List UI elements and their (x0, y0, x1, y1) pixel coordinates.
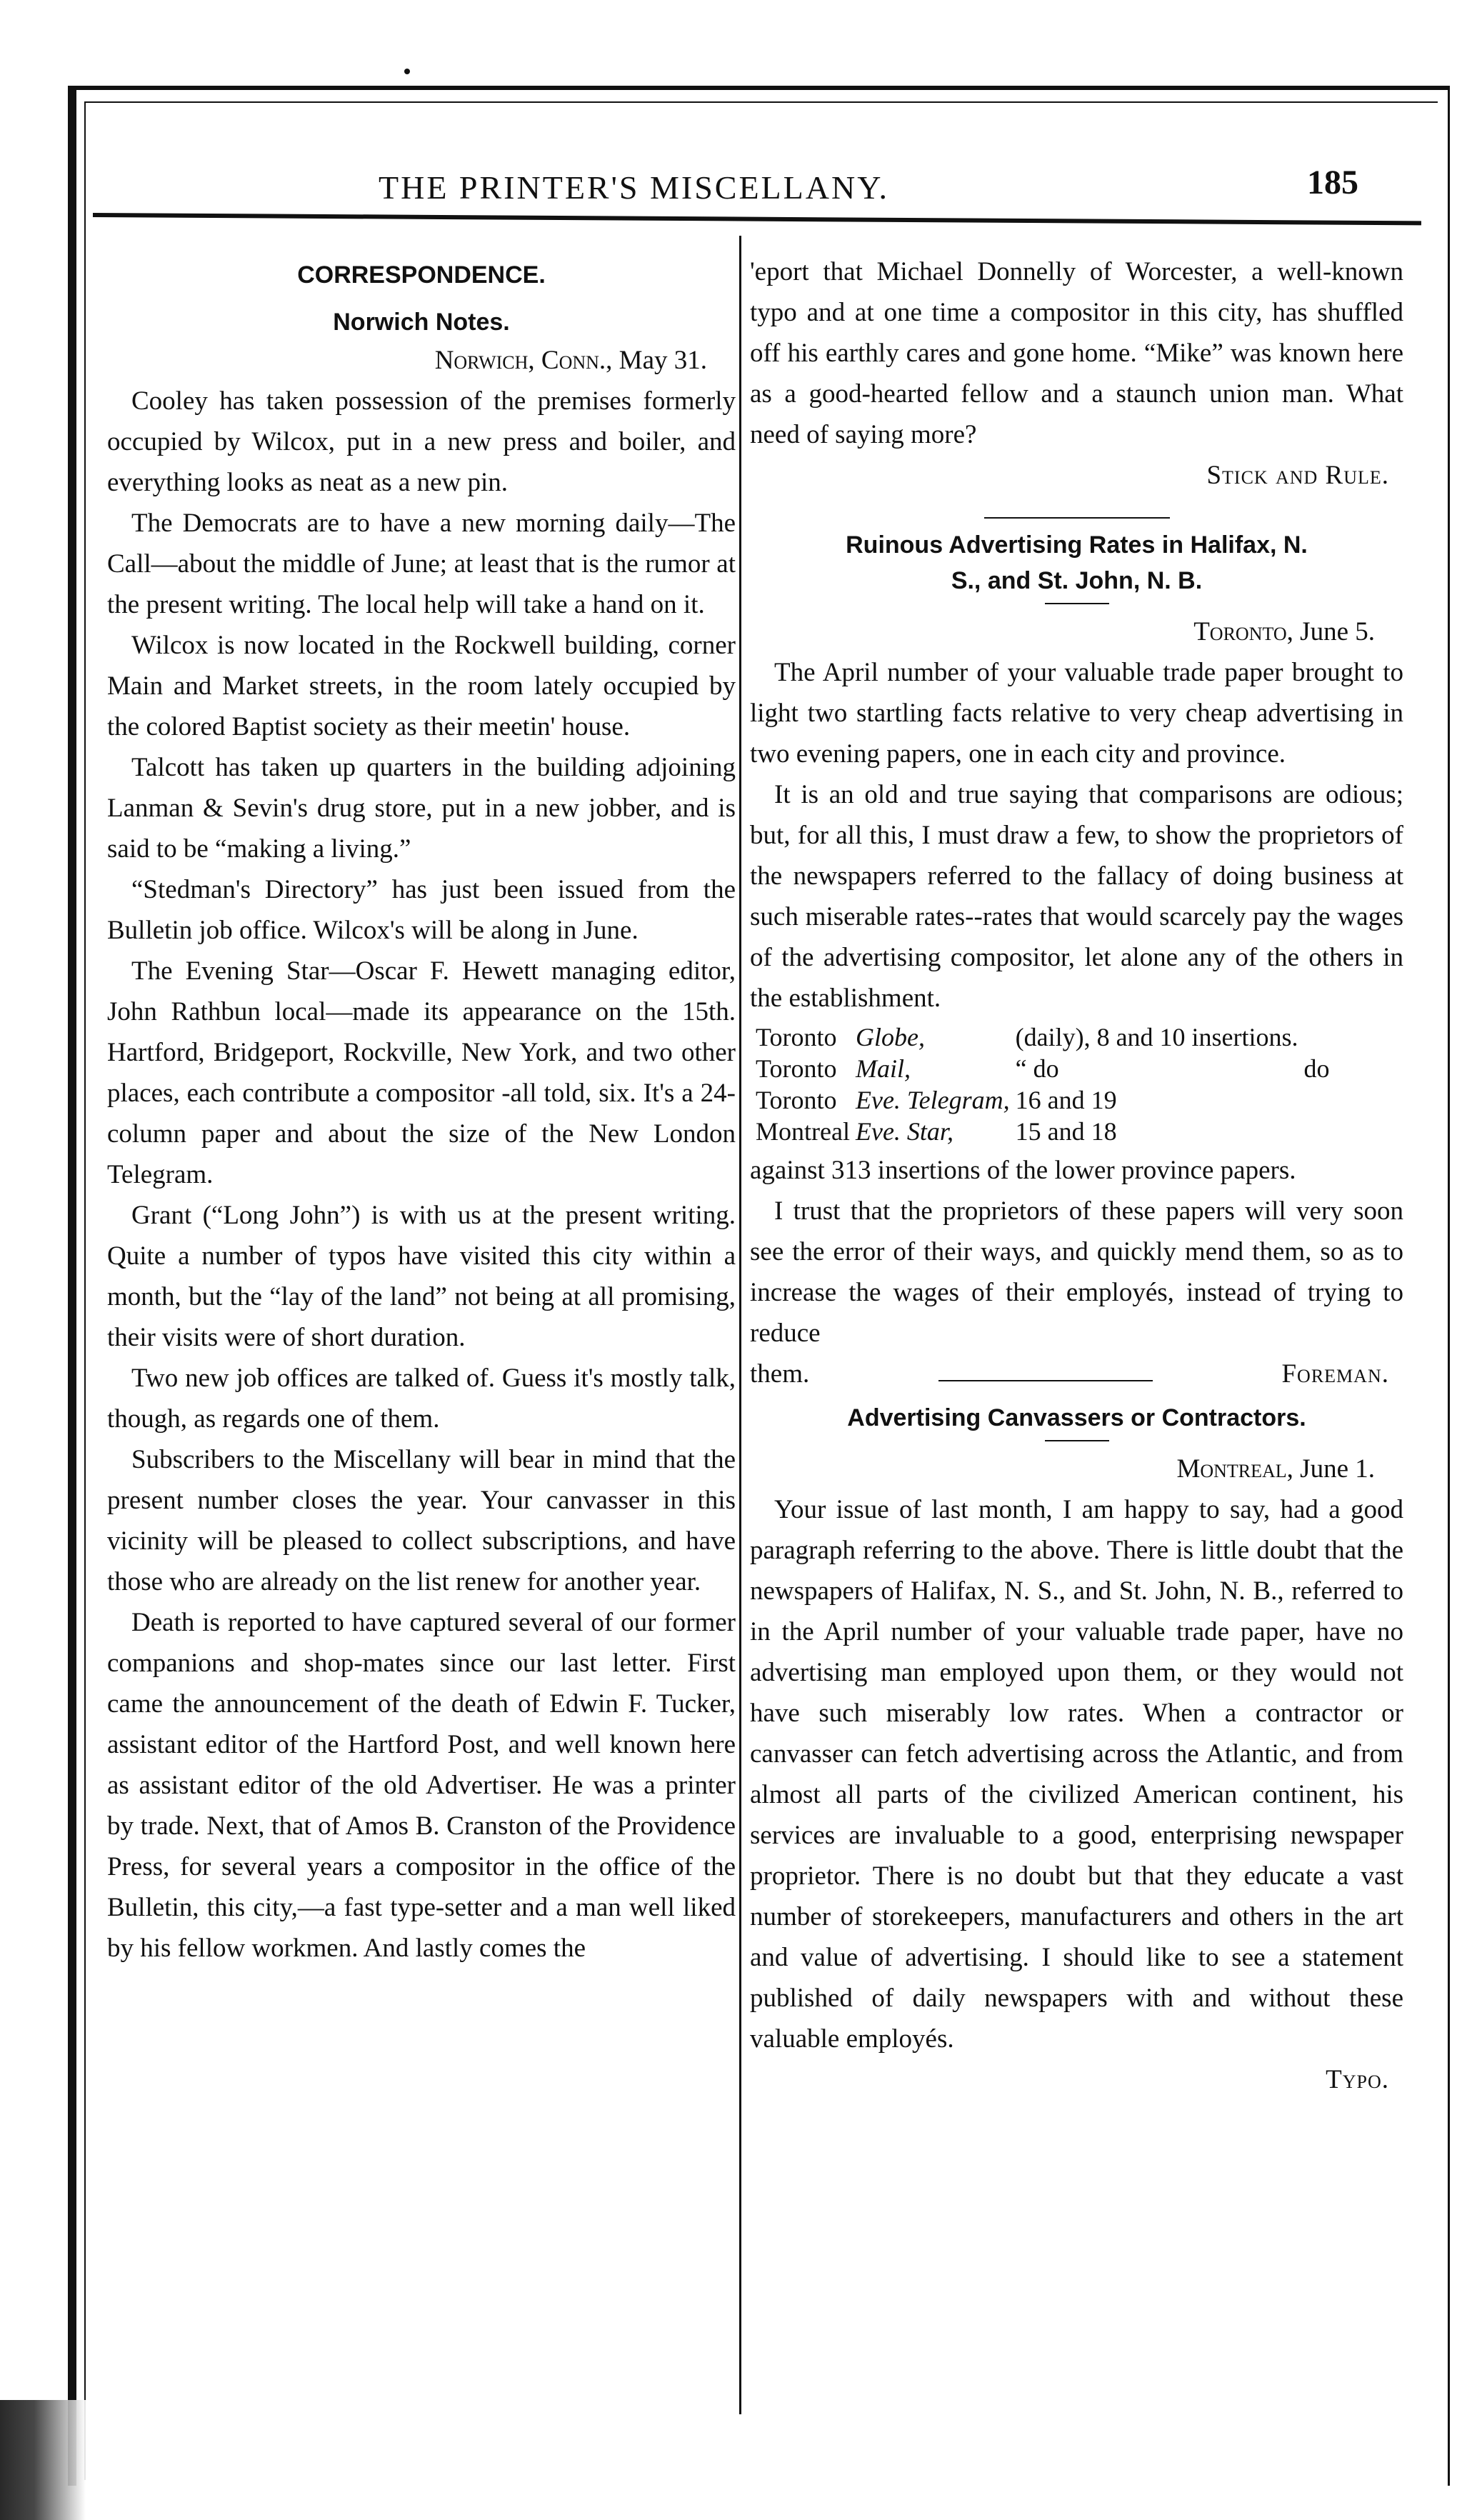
divider-rule (938, 1380, 1153, 1381)
rate-paper: Globe, (855, 1023, 925, 1051)
rate-extra (1304, 1084, 1336, 1116)
right-column (750, 251, 1403, 2100)
dateline (750, 1449, 1403, 1489)
continued-paragraph: 'eport that Michael Donnelly of Worcester, a well-known typo and at one time a compositor in this city, has shuffled off his earthly cares and gone home. “Mike” was known here as a good-hearted fellow and a staunch union man. What need of saying more? (750, 257, 1403, 449)
divider-rule (984, 517, 1170, 519)
rate-city: Toronto (756, 1054, 837, 1083)
paragraph: Subscribers to the Miscellany will bear in mind that the present number closes the year. Your canvasser in this vicinity will be pleased to collect subscriptions, and have those who are already on the list renew for another year. (107, 1445, 736, 1596)
paragraph: The Democrats are to have a new morning daily—The Call—about the middle of June; at least that is the rumor at the present writing. The local help will take a hand on it. (107, 509, 736, 619)
paragraph: I trust that the proprietors of these papers will very soon see the error of their ways, and quickly mend them, so as to increase the wages of their employés, instead of trying to reduce (750, 1196, 1403, 1348)
rate-detail: 15 and 18 (1015, 1117, 1117, 1146)
dateline (107, 340, 736, 381)
rate-city: Toronto (756, 1086, 837, 1114)
rate-paper: Mail, (855, 1054, 911, 1083)
rates-table (756, 1021, 1336, 1147)
rate-paper: Eve. Star, (855, 1117, 953, 1146)
dateline-place: Toronto, (1193, 617, 1293, 646)
article-title: Norwich Notes. (333, 309, 510, 336)
article-title (750, 527, 1403, 599)
dateline-date: May 31. (619, 346, 707, 375)
rate-extra: do (1303, 1054, 1330, 1083)
paragraph: The Evening Star—Oscar F. Hewett managing editor, John Rathbun local—made its appearance on the 15th. Hartford, Bridgeport, Rockville, New York, and two other places, each contribute a compositor -all told, six. It's a 24-column paper and about the size of the New London Telegram. (107, 956, 736, 1189)
ink-speck (404, 69, 410, 74)
left-column (107, 257, 736, 1969)
running-head: THE PRINTER'S MISCELLANY. (379, 169, 889, 206)
paragraph: Grant (“Long John”) is with us at the present writing. Quite a number of typos have visited this city within a month, but the “lay of the land” not being at all promising, their visits were of short duration. (107, 1201, 736, 1352)
dateline-date: June 5. (1300, 617, 1375, 646)
title-rule (1045, 1440, 1109, 1441)
dateline-date: June 1. (1300, 1454, 1375, 1484)
paragraph: Your issue of last month, I am happy to say, had a good paragraph referring to the above. There is little doubt that the newspapers of Halifax, N. S., and St. John, N. B., referred to in the April number of your valuable trade paper, have no advertising man employed upon them, or they would not have such miserably low rates. When a contractor or canvasser can fetch advertising across the Atlantic, and from almost all parts of the civilized American continent, his services are invaluable to a good, enterprising newspaper proprietor. There is no doubt but that they educate a vast number of storekeepers, manufacturers and others in the art and value of advertising. I should like to see a statement published of daily newspapers with and without these valuable employés. (750, 1495, 1403, 2054)
rate-city: Toronto (756, 1023, 837, 1051)
page-number: 185 (1307, 164, 1358, 201)
paragraph: against 313 insertions of the lower province papers. (750, 1156, 1296, 1185)
section-title: CORRESPONDENCE. (297, 261, 546, 289)
paragraph: Death is reported to have captured several of our former companions and shop-mates since our last letter. First came the announcement of the death of Edwin F. Tucker, assistant editor of the Hartford Post, and well known here as assistant editor of the old Advertiser. He was a printer by trade. Next, that of Amos B. Cranston of the Providence Press, for several years a compositor in the office of the Bulletin, this city,—a fast type-setter and a man well liked by his fellow workmen. And lastly comes the (107, 1608, 736, 1963)
article-title-line: S., and St. John, N. B. (951, 567, 1203, 594)
article-title: Advertising Canvassers or Contractors. (847, 1404, 1306, 1431)
dateline-place: Norwich, Conn., (434, 346, 613, 375)
rate-detail: “ do (1015, 1054, 1059, 1083)
paragraph: It is an old and true saying that comparisons are odious; but, for all this, I must draw a few, to show the proprietors of the newspapers referred to the fallacy of doing business at such miserable rates--rates that would scarcely pay the wages of the advertising compositor, let alone any of the others in the establishment. (750, 780, 1403, 1013)
rate-paper: Eve. Telegram, (855, 1086, 1010, 1114)
paragraph: Cooley has taken possession of the premises formerly occupied by Wilcox, put in a new press and boiler, and everything looks as neat as a new pin. (107, 386, 736, 497)
rate-extra (1304, 1116, 1336, 1147)
dateline-place: Montreal, (1176, 1454, 1293, 1484)
signature: Foreman. (1281, 1359, 1389, 1389)
signature: Typo. (1326, 2065, 1389, 2094)
dateline (750, 611, 1403, 652)
table-row (756, 1053, 1336, 1084)
rate-detail: (daily), 8 and 10 insertions. (1015, 1023, 1298, 1051)
column-rule (739, 236, 741, 2414)
binding-shadow (0, 2400, 86, 2520)
paragraph: Wilcox is now located in the Rockwell building, corner Main and Market streets, in the room lately occupied by the colored Baptist society as their meetin' house. (107, 631, 736, 741)
rate-extra (1304, 1021, 1336, 1053)
paragraph: Talcott has taken up quarters in the building adjoining Lanman & Sevin's drug store, put in a new jobber, and is said to be “making a living.” (107, 753, 736, 864)
title-rule (1045, 603, 1109, 604)
table-row (756, 1116, 1336, 1147)
table-row (756, 1021, 1336, 1053)
paragraph-end: them. (750, 1359, 810, 1389)
signature-row (750, 1354, 1403, 1394)
table-row (756, 1084, 1336, 1116)
paragraph: Two new job offices are talked of. Guess it's mostly talk, though, as regards one of them. (107, 1364, 736, 1434)
signature: Stick and Rule. (1206, 461, 1389, 490)
paragraph: “Stedman's Directory” has just been issued from the Bulletin job office. Wilcox's will be along in June. (107, 875, 736, 945)
rate-detail: 16 and 19 (1015, 1086, 1117, 1114)
rate-city: Montreal (756, 1117, 850, 1146)
paragraph: The April number of your valuable trade paper brought to light two startling facts relative to very cheap advertising in two evening papers, one in each city and province. (750, 658, 1403, 769)
article-title-line: Ruinous Advertising Rates in Halifax, N. (846, 531, 1308, 559)
